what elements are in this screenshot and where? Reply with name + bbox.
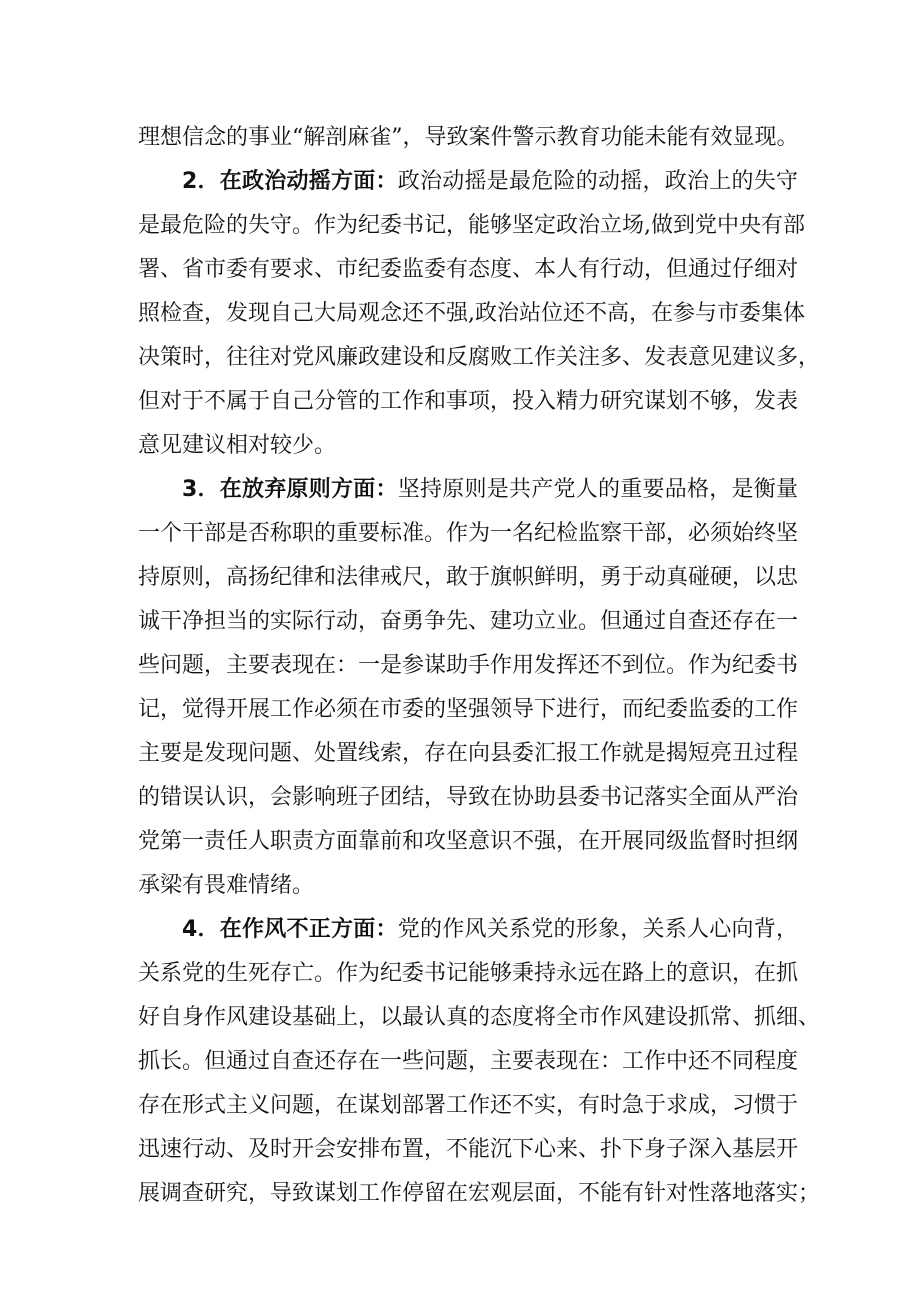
paragraph-4-line-5: 存在形式主义问题，在谋划部署工作还不实，有时急于求成，习惯于 — [138, 1093, 799, 1118]
paragraph-3-line-3: 持原则，高扬纪律和法律戒尺，敢于旗帜鲜明，勇于动真碰硬，以忠 — [138, 565, 799, 590]
paragraph-3-line-1 — [182, 470, 798, 510]
paragraph-4-line-6: 迅速行动、及时开会安排布置，不能沉下心来、扑下身子深入基层开 — [138, 1137, 799, 1162]
paragraph-3-line-10: 承梁有畏难情绪。 — [138, 873, 315, 898]
paragraph-3-line-9: 党第一责任人职责方面靠前和攻坚意识不强，在开展同级监督时担纲 — [138, 829, 799, 854]
paragraph-4-line-2: 关系党的生死存亡。作为纪委书记能够秉持永远在路上的意识，在抓 — [138, 961, 799, 986]
paragraph-1-line-1: 理想信念的事业“解剖麻雀”，导致案件警示教育功能未能有效显现。 — [138, 125, 799, 150]
paragraph-4-line-1 — [182, 910, 798, 950]
paragraph-2-line-5: 决策时，往往对党风廉政建设和反腐败工作关注多、发表意见建议多， — [138, 345, 821, 370]
paragraph-2-line-4: 照检查，发现自己大局观念还不强,政治站位还不高，在参与市委集体 — [138, 301, 805, 326]
paragraph-3-line-8: 的错误认识，会影响班子团结，导致在协助县委书记落实全面从严治 — [138, 785, 799, 810]
paragraph-2-line-1-text: 政治动摇是最危险的动摇，政治上的失守 — [397, 169, 798, 194]
paragraph-3-line-7: 主要是发现问题、处置线索，存在向县委汇报工作就是揭短亮丑过程 — [138, 741, 799, 766]
paragraph-2-line-1 — [182, 162, 798, 202]
paragraph-4-line-7: 展调查研究，导致谋划工作停留在宏观层面，不能有针对性落地落实； — [138, 1181, 821, 1206]
paragraph-2-heading: 2．在政治动摇方面： — [182, 169, 398, 194]
paragraph-3-line-5: 些问题，主要表现在：一是参谋助手作用发挥还不到位。作为纪委书 — [138, 653, 799, 678]
paragraph-2-line-7: 意见建议相对较少。 — [138, 433, 337, 458]
paragraph-4-line-4: 抓长。但通过自查还存在一些问题，主要表现在：工作中还不同程度 — [138, 1049, 799, 1074]
paragraph-3-line-2: 一个干部是否称职的重要标准。作为一名纪检监察干部，必须始终坚 — [138, 521, 799, 546]
paragraph-3-line-4: 诚干净担当的实际行动，奋勇争先、建功立业。但通过自查还存在一 — [138, 609, 799, 634]
paragraph-3-line-6: 记，觉得开展工作必须在市委的坚强领导下进行，而纪委监委的工作 — [138, 697, 799, 722]
paragraph-2-line-6: 但对于不属于自己分管的工作和事项，投入精力研究谋划不够，发表 — [138, 389, 799, 414]
paragraph-2-line-3: 署、省市委有要求、市纪委监委有态度、本人有行动，但通过仔细对 — [138, 257, 799, 282]
paragraph-4-line-1-text: 党的作风关系党的形象，关系人心向背， — [397, 917, 798, 942]
paragraph-4-heading: 4．在作风不正方面： — [182, 917, 398, 942]
paragraph-3-heading: 3．在放弃原则方面： — [182, 477, 398, 502]
paragraph-2-line-2: 是最危险的失守。作为纪委书记，能够坚定政治立场,做到党中央有部 — [138, 213, 805, 238]
paragraph-4-line-3: 好自身作风建设基础上，以最认真的态度将全市作风建设抓常、抓细、 — [138, 1005, 821, 1030]
paragraph-3-line-1-text: 坚持原则是共产党人的重要品格，是衡量 — [397, 477, 798, 502]
